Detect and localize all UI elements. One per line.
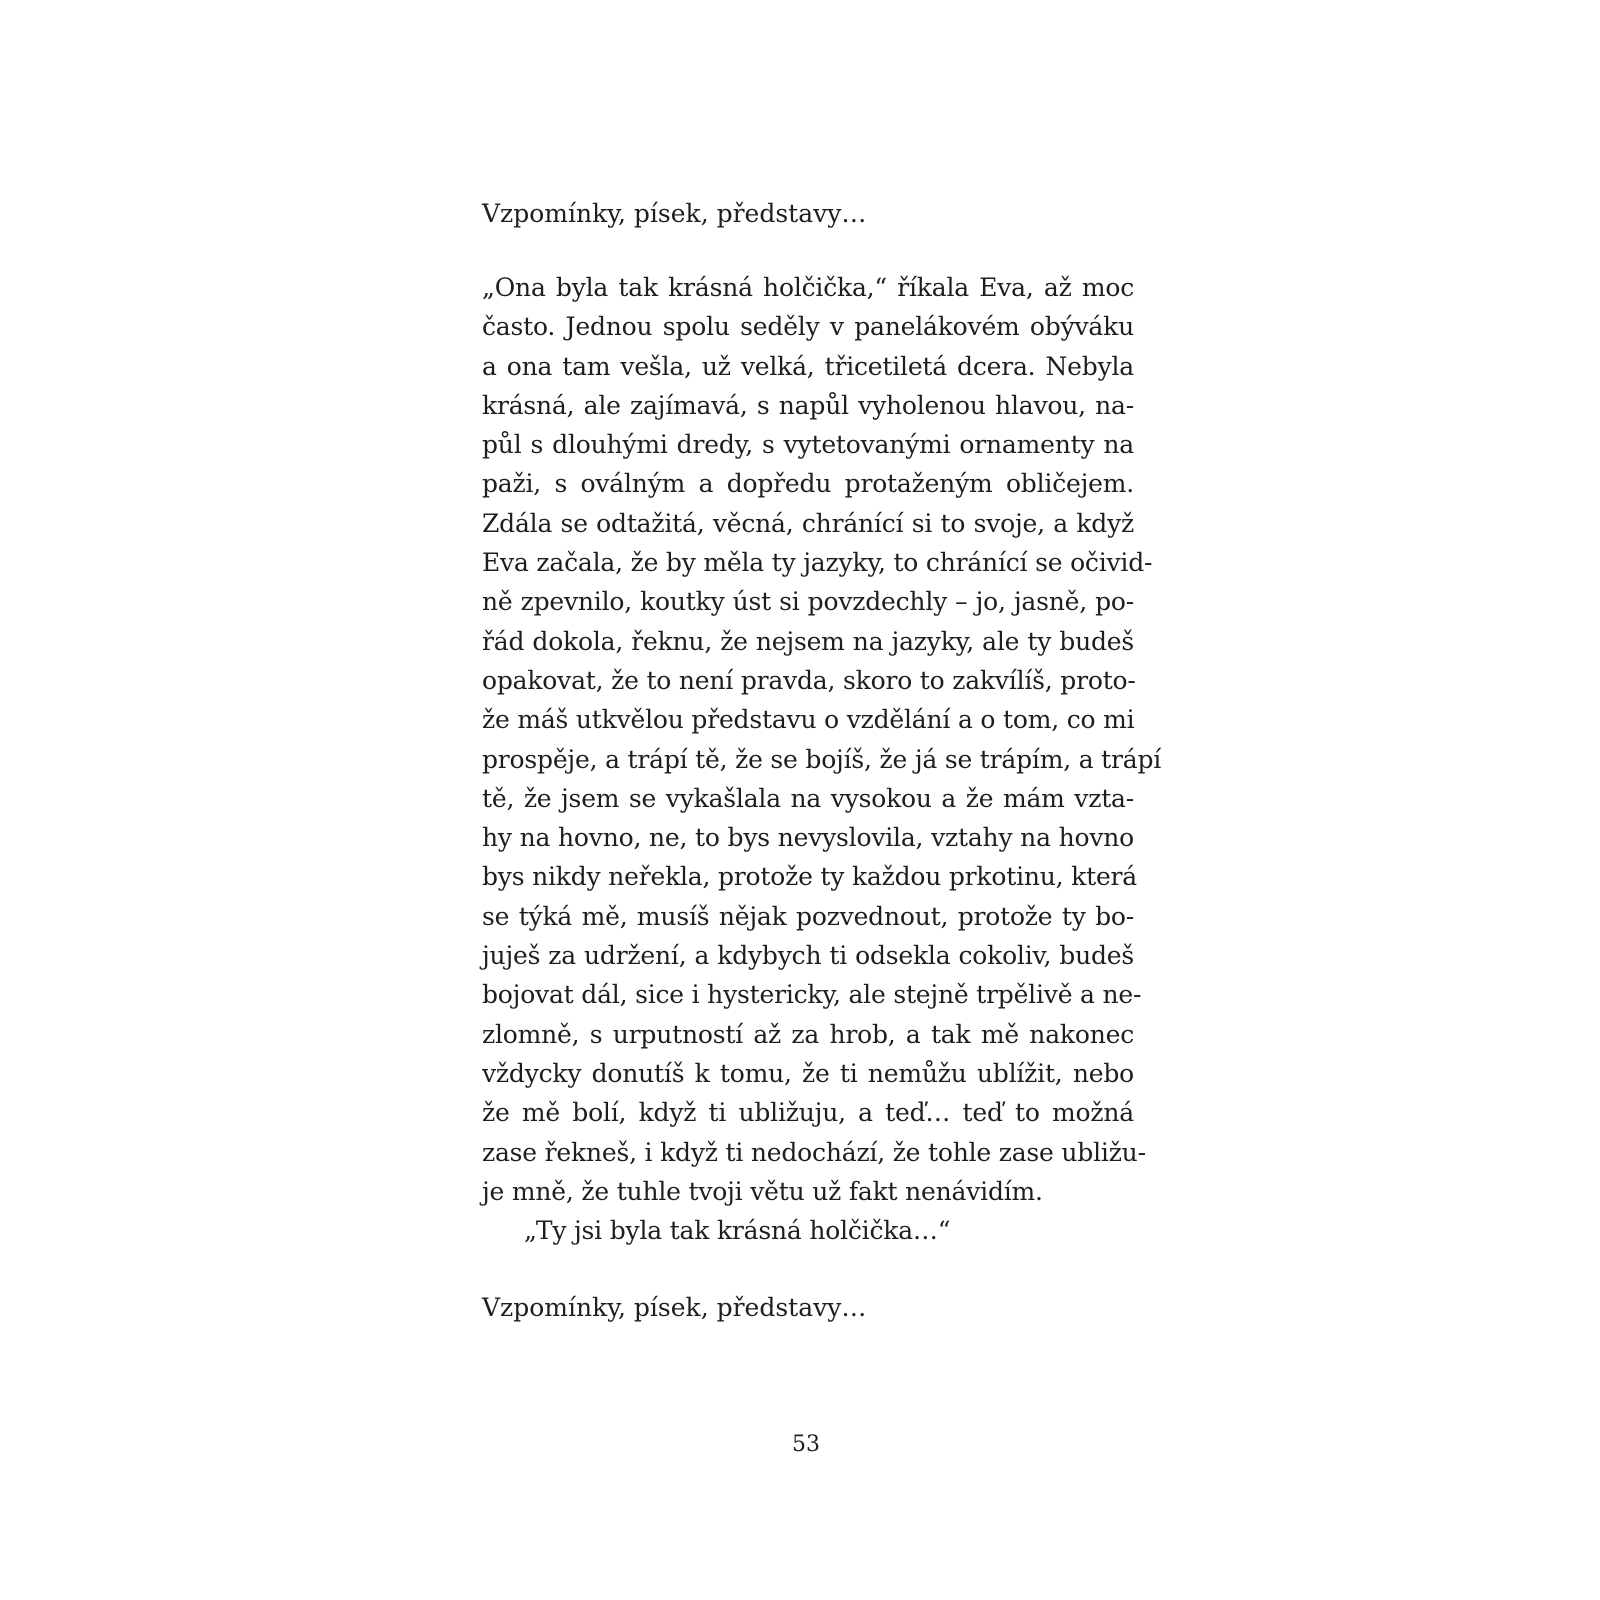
page-number: 53	[792, 1432, 820, 1457]
paragraph-line: krásná, ale zajímavá, s napůl vyholenou hlavou, na-	[482, 390, 1134, 420]
section-heading-top: Vzpomínky, písek, představy…	[482, 199, 867, 228]
paragraph-line: tě, že jsem se vykašlala na vysokou a že mám vzta-	[482, 783, 1134, 813]
paragraph-line: paži, s oválným a dopředu protaženým obličejem.	[482, 469, 1134, 499]
paragraph-line: často. Jednou spolu seděly v panelákovém obýváku	[482, 312, 1134, 342]
paragraph-line: zase řekneš, i když ti nedochází, že tohle zase ubližu-	[482, 1137, 1146, 1167]
paragraph-line: ně zpevnilo, koutky úst si povzdechly – jo, jasně, po-	[482, 587, 1134, 617]
paragraph-line: bojovat dál, sice i hystericky, ale stejně trpělivě a ne-	[482, 980, 1142, 1010]
paragraph-line: Eva začala, že by měla ty jazyky, to chránící se očivid-	[482, 548, 1153, 578]
paragraph-line: hy na hovno, ne, to bys nevyslovila, vztahy na hovno	[482, 823, 1134, 853]
paragraph-line: prospěje, a trápí tě, že se bojíš, že já se trápím, a trápí	[482, 744, 1162, 774]
paragraph-line: bys nikdy neřekla, protože ty každou prkotinu, která	[482, 862, 1138, 892]
paragraph-line: a ona tam vešla, už velká, třicetiletá dcera. Nebyla	[482, 351, 1134, 381]
paragraph-line: se týká mě, musíš nějak pozvednout, protože ty bo-	[482, 901, 1134, 931]
paragraph-line: zlomně, s urputností až za hrob, a tak mě nakonec	[482, 1019, 1134, 1049]
paragraph-line: že máš utkvělou představu o vzdělání a o tom, co mi	[482, 705, 1135, 735]
paragraph-line: že mě bolí, když ti ubližuju, a teď… teď to možná	[482, 1098, 1134, 1128]
paragraph-line-last: je mně, že tuhle tvoji větu už fakt nenávidím.	[482, 1176, 1043, 1206]
paragraph-line: vždycky donutíš k tomu, že ti nemůžu ublížit, nebo	[482, 1058, 1134, 1088]
paragraph-line: Zdála se odtažitá, věcná, chránící si to svoje, a když	[482, 508, 1134, 538]
paragraph-line: půl s dlouhými dredy, s vytetovanými ornamenty na	[482, 430, 1134, 460]
quote-line: „Ty jsi byla tak krásná holčička…“	[524, 1216, 951, 1246]
main-paragraph	[482, 268, 1162, 1250]
paragraph-line: řád dokola, řeknu, že nejsem na jazyky, ale ty budeš	[482, 626, 1134, 656]
paragraph-line: opakovat, že to není pravda, skoro to zakvílíš, proto-	[482, 665, 1136, 695]
paragraph-line: juješ za udržení, a kdybych ti odsekla cokoliv, budeš	[482, 941, 1134, 971]
paragraph-line: „Ona byla tak krásná holčička,“ říkala Eva, až moc	[482, 273, 1134, 302]
section-heading-bottom: Vzpomínky, písek, představy…	[482, 1293, 867, 1322]
